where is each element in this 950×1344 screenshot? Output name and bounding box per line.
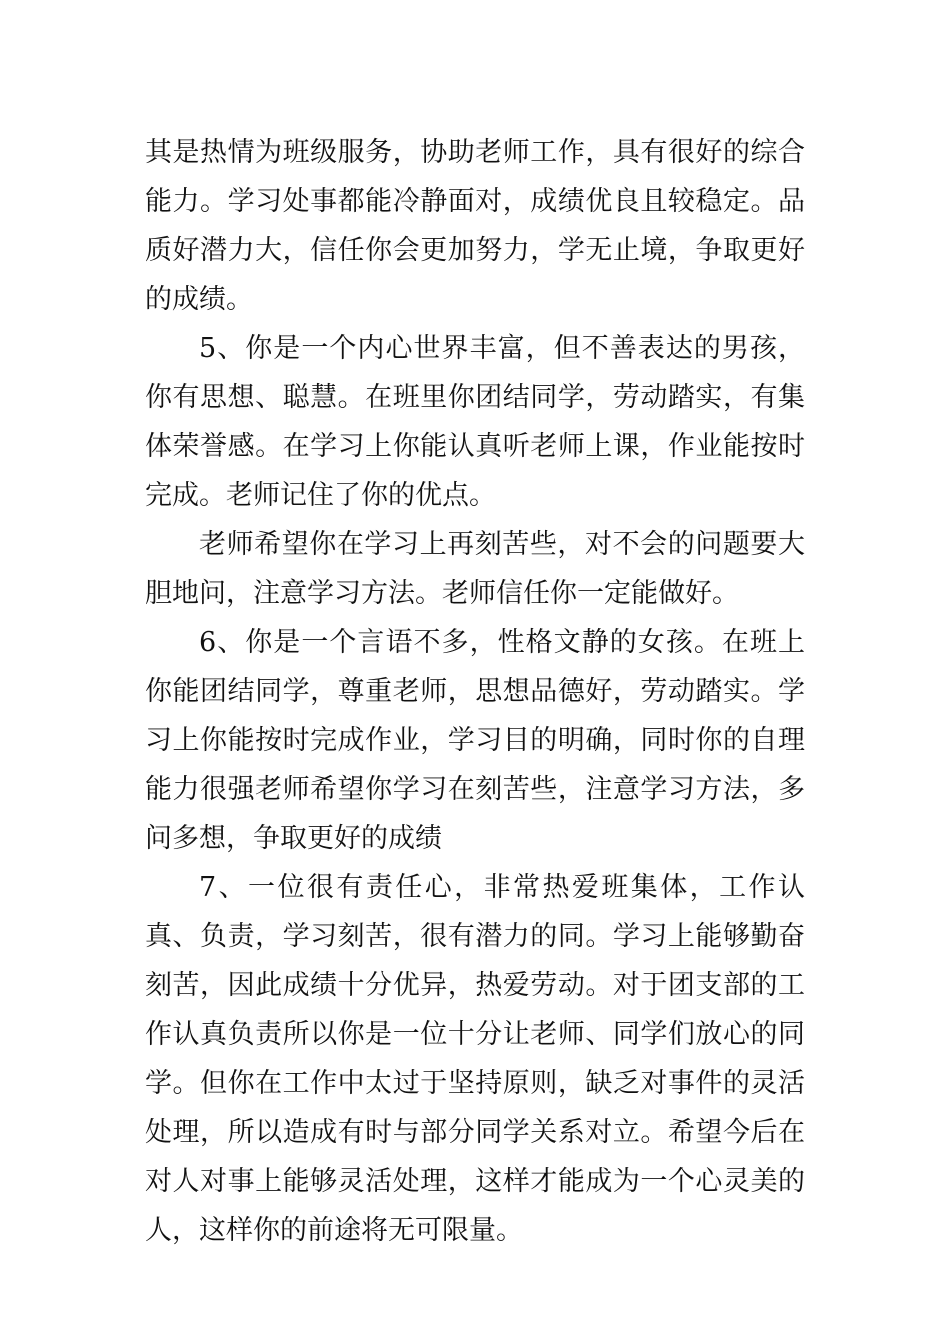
paragraph-continuation: 其是热情为班级服务，协助老师工作，具有很好的综合能力。学习处事都能冷静面对，成绩优良且较稳定。品质好潜力大，信任你会更加努力，学无止境，争取更好的成绩。 <box>145 137 805 315</box>
paragraph-comment-6: 6、你是一个言语不多，性格文静的女孩。在班上你能团结同学，尊重老师，思想品德好，劳动踏实。学习上你能按时完成作业，学习目的明确，同时你的自理能力很强老师希望你学习在刻苦些，注意学习方法，多问多想，争取更好的成绩 <box>145 627 805 854</box>
paragraph-comment-5: 5、你是一个内心世界丰富，但不善表达的男孩，你有思想、聪慧。在班里你团结同学，劳动踏实，有集体荣誉感。在学习上你能认真听老师上课，作业能按时完成。老师记住了你的优点。 <box>145 333 805 511</box>
paragraph-comment-5-hope: 老师希望你在学习上再刻苦些，对不会的问题要大胆地问，注意学习方法。老师信任你一定能做好。 <box>145 529 805 609</box>
paragraph-comment-7: 7、一位很有责任心，非常热爱班集体，工作认真、负责，学习刻苦，很有潜力的同。学习上能够勤奋刻苦，因此成绩十分优异，热爱劳动。对于团支部的工作认真负责所以你是一位十分让老师、同学们放心的同学。但你在工作中太过于坚持原则，缺乏对事件的灵活处理，所以造成有时与部分同学关系对立。希望今后在对人对事上能够灵活处理，这样才能成为一个心灵美的人，这样你的前途将无可限量。 <box>145 872 805 1246</box>
